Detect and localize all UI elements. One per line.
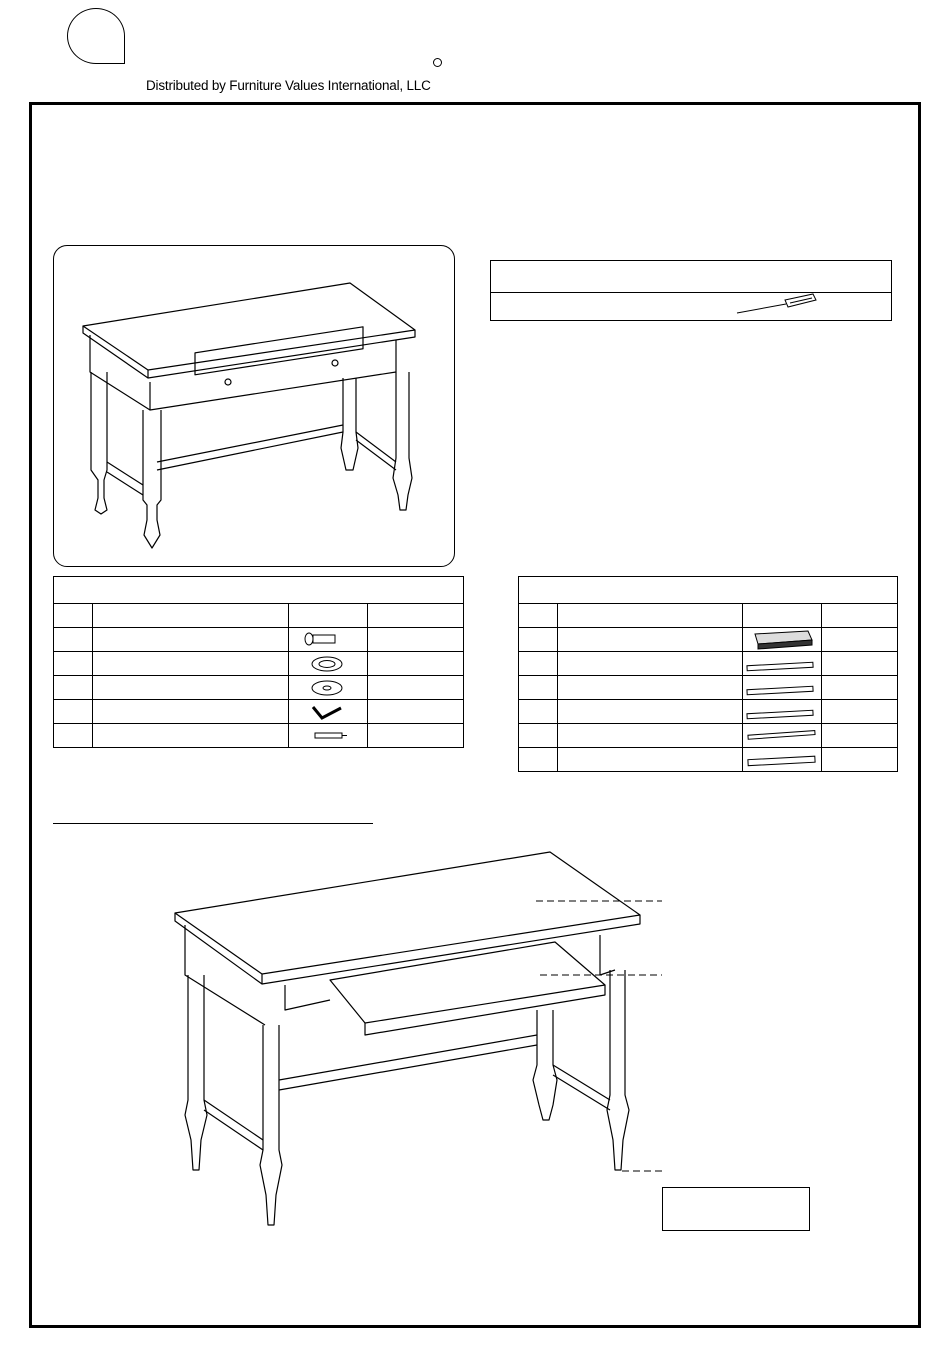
table-row bbox=[519, 724, 898, 748]
table-row bbox=[519, 700, 898, 724]
company-logo-icon bbox=[67, 8, 125, 64]
table-b-header bbox=[519, 577, 898, 604]
table-row bbox=[54, 628, 464, 652]
product-illustration-panel bbox=[53, 245, 455, 567]
registered-mark-icon bbox=[433, 58, 442, 67]
table-row bbox=[519, 748, 898, 772]
table-row bbox=[519, 652, 898, 676]
step-heading-underline bbox=[53, 823, 373, 824]
stretcher-bar-icon bbox=[743, 748, 822, 772]
bolt-icon bbox=[289, 628, 368, 652]
allen-key-icon bbox=[289, 700, 368, 724]
stretcher-bar-icon bbox=[743, 724, 822, 748]
hardware-table-b bbox=[518, 576, 898, 772]
table-a-header bbox=[54, 577, 464, 604]
table-row bbox=[54, 676, 464, 700]
distributor-text: Distributed by Furniture Values International, LLC bbox=[146, 78, 431, 93]
lock-washer-icon bbox=[289, 652, 368, 676]
flat-washer-icon bbox=[289, 676, 368, 700]
drawer-slide-icon bbox=[743, 676, 822, 700]
hardware-table-a bbox=[53, 576, 464, 748]
table-row bbox=[519, 676, 898, 700]
table-row bbox=[54, 652, 464, 676]
drawer-box-icon bbox=[743, 628, 822, 652]
drawer-slide-icon bbox=[743, 652, 822, 676]
wood-screw-icon bbox=[289, 724, 368, 748]
table-row bbox=[54, 700, 464, 724]
drawer-slide-icon bbox=[743, 700, 822, 724]
table-row bbox=[54, 724, 464, 748]
tools-required-box bbox=[490, 260, 892, 321]
table-row bbox=[519, 628, 898, 652]
note-box bbox=[662, 1187, 810, 1231]
